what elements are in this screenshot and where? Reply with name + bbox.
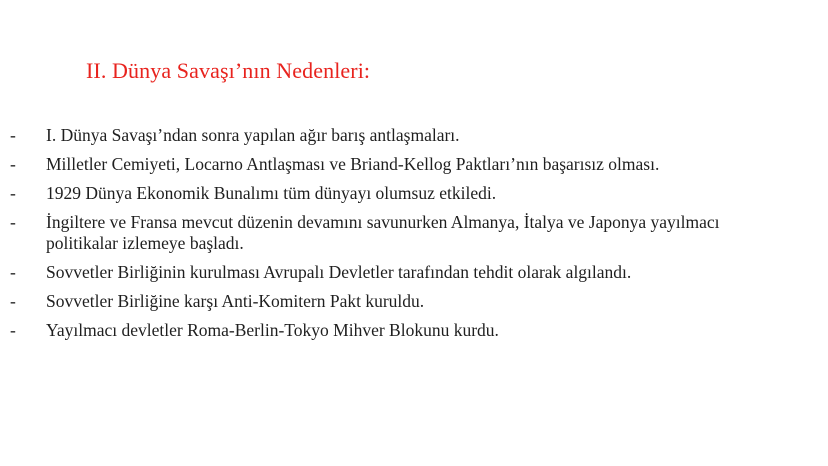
list-item bbox=[0, 125, 790, 146]
bullet-text: Milletler Cemiyeti, Locarno Antlaşması ve Briand-Kellog Paktları’nın başarısız olması. bbox=[46, 154, 660, 174]
list-item bbox=[0, 212, 790, 254]
slide-title: II. Dünya Savaşı’nın Nedenleri: bbox=[86, 58, 371, 83]
list-item bbox=[0, 183, 790, 204]
list-item bbox=[0, 262, 790, 283]
bullet-text: Sovvetler Birliğinin kurulması Avrupalı Devletler tarafından tehdit olarak algılandı. bbox=[46, 262, 632, 282]
bullet-dash: - bbox=[10, 291, 16, 311]
list-item bbox=[0, 291, 790, 312]
bullet-text: I. Dünya Savaşı’ndan sonra yapılan ağır barış antlaşmaları. bbox=[46, 125, 460, 145]
bullet-dash: - bbox=[10, 320, 16, 340]
bullet-text: Sovvetler Birliğine karşı Anti-Komitern Pakt kuruldu. bbox=[46, 291, 425, 311]
bullet-list bbox=[0, 125, 828, 349]
list-item bbox=[0, 320, 790, 341]
bullet-text: İngiltere ve Fransa mevcut düzenin devamını savunurken Almanya, İtalya ve Japonya yayılmacı politikalar izlemeye başladı. bbox=[46, 212, 720, 253]
bullet-dash: - bbox=[10, 183, 16, 203]
bullet-text: Yayılmacı devletler Roma-Berlin-Tokyo Mihver Blokunu kurdu. bbox=[46, 320, 499, 340]
bullet-dash: - bbox=[10, 154, 16, 174]
bullet-text: 1929 Dünya Ekonomik Bunalımı tüm dünyayı olumsuz etkiledi. bbox=[46, 183, 497, 203]
list-item bbox=[0, 154, 790, 175]
bullet-dash: - bbox=[10, 212, 16, 232]
bullet-dash: - bbox=[10, 125, 16, 145]
bullet-dash: - bbox=[10, 262, 16, 282]
